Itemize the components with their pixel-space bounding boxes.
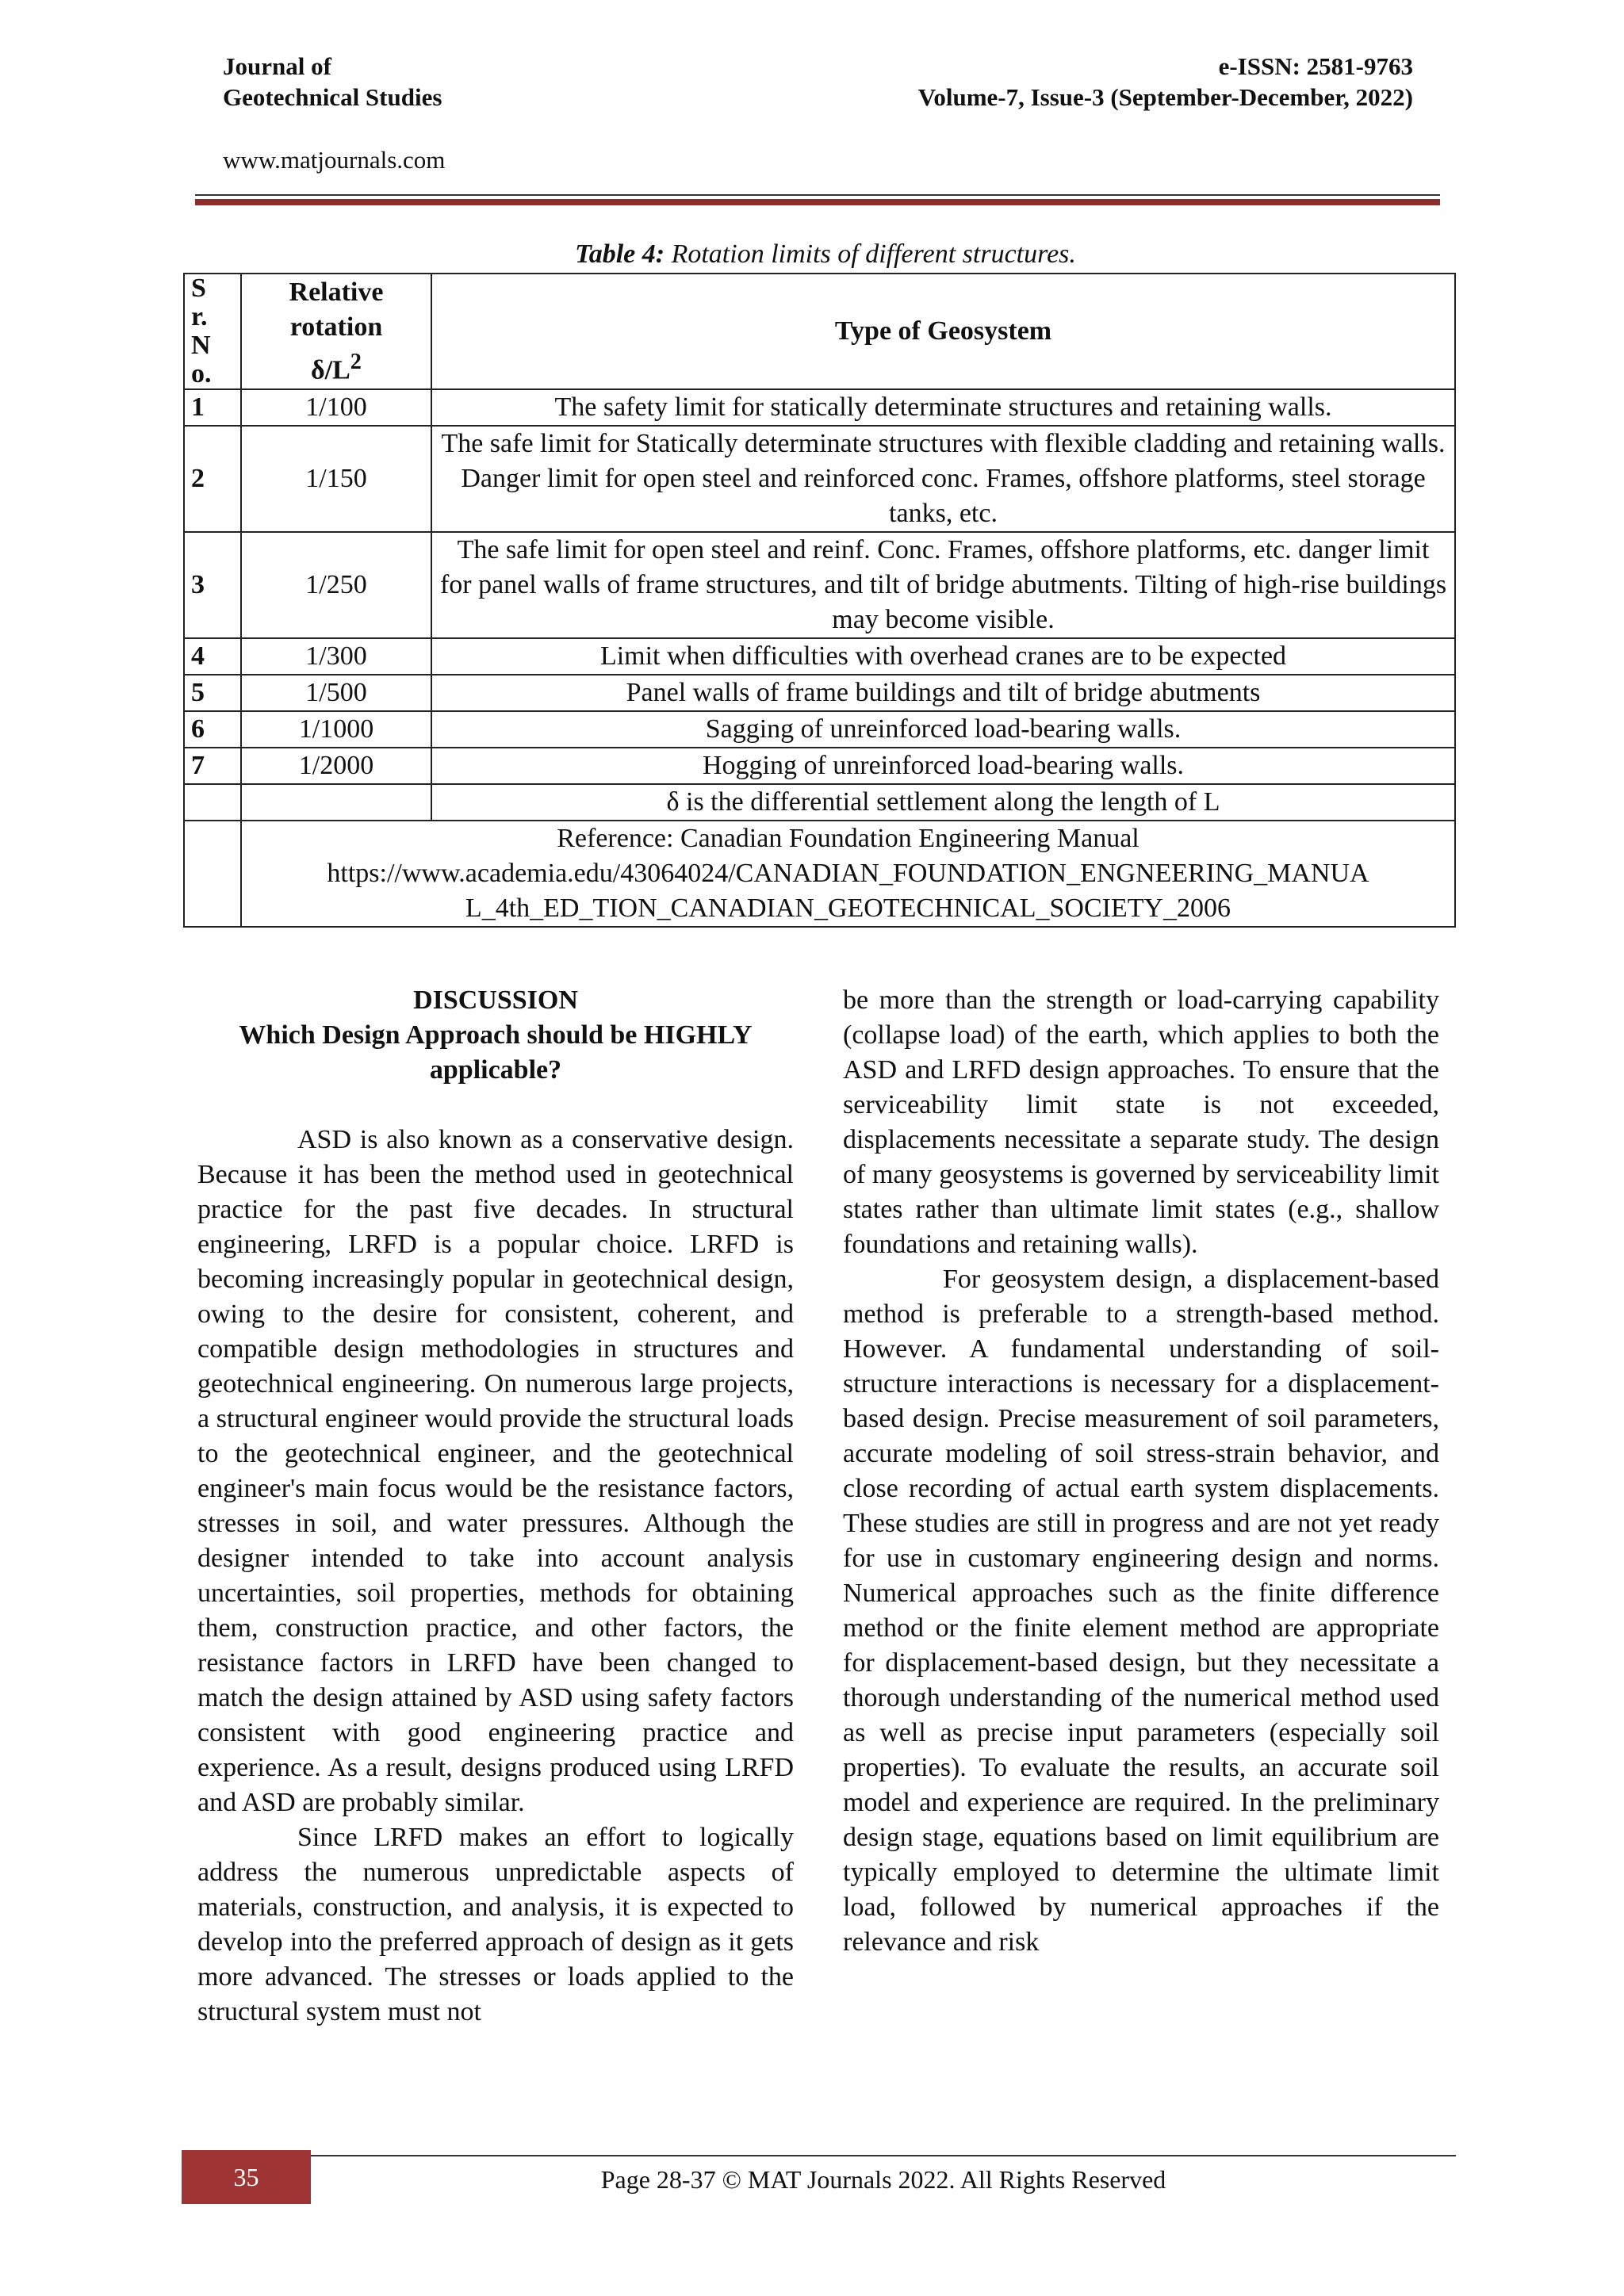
table-row — [184, 638, 1455, 675]
section-subheading: Which Design Approach should be HIGHLY applicable? — [239, 1020, 753, 1085]
table-header-row — [184, 274, 1455, 389]
website-link[interactable]: www.matjournals.com — [223, 146, 446, 174]
cell-sr: 3 — [184, 532, 241, 638]
footer-rule — [311, 2155, 1456, 2156]
header-rule-thin — [195, 194, 1440, 196]
cell-rotation: 1/1000 — [241, 711, 431, 748]
cell-rotation: 1/2000 — [241, 748, 431, 784]
paragraph: ASD is also known as a conservative design. Because it has been the method used in geotechnical practice for the past five decades. In structural engineering, LRFD is a popular choice. LRFD is becoming increasingly popular in geotechnical design, owing to the desire for consistent, coherent, and compatible design methodologies in structures and geotechnical engineering. On numerous large projects, a structural engineer would provide the structural loads to the geotechnical engineer, and the geotechnical engineer's main focus would be the resistance factors, stresses in soil, and water pressures. Although the designer intended to take into account analysis uncertainties, soil properties, methods for obtaining them, construction practice, and other factors, the resistance factors in LRFD have been changed to match the design attained by ASD using safety factors consistent with good engineering practice and experience. As a result, designs produced using LRFD and ASD are probably similar. — [197, 1125, 794, 1817]
paragraph: For geosystem design, a displacement-based method is preferable to a strength-based method. However. A fundamental understanding of soil-structure interactions is necessary for a displacement-based design. Precise measurement of soil parameters, accurate modeling of soil stress-strain behavior, and close recording of actual earth system displacements. These studies are still in progress and are not yet ready for use in customary engineering design and norms. Numerical approaches such as the finite difference method or the finite element method are appropriate for displacement-based design, but they necessitate a thorough understanding of the numerical method used as well as precise input parameters (especially soil properties). To evaluate the results, an accurate soil model and experience are required. In the preliminary design stage, equations based on limit equilibrium are typically employed to determine the ultimate limit load, followed by numerical approaches if the relevance and risk — [843, 1265, 1439, 1957]
journal-name — [223, 51, 442, 113]
left-column — [197, 983, 794, 2030]
table-reference-row — [184, 821, 1455, 927]
cell-type: Sagging of unreinforced load-bearing walls. — [431, 711, 1455, 748]
cell-type: Limit when difficulties with overhead cranes are to be expected — [431, 638, 1455, 675]
header-sr-line: r. — [191, 302, 208, 331]
cell-empty — [184, 821, 241, 927]
header-rotation-line — [248, 345, 424, 388]
header-rotation-sup: 2 — [350, 349, 362, 374]
cell-rotation: 1/250 — [241, 532, 431, 638]
paragraph: Since LRFD makes an effort to logically address the numerous unpredictable aspects of materials, construction, and analysis, it is expected to develop into the preferred approach of design as it gets more advanced. The stresses or loads applied to the structural system must not — [197, 1823, 794, 2026]
table-caption-label: Table 4: — [575, 239, 665, 269]
cell-sr: 6 — [184, 711, 241, 748]
table-row — [184, 532, 1455, 638]
table-row — [184, 389, 1455, 426]
header-relative-rotation — [241, 274, 431, 389]
cell-type: Panel walls of frame buildings and tilt of bridge abutments — [431, 675, 1455, 711]
journal-name-line1: Journal of — [223, 52, 331, 80]
table-row — [184, 711, 1455, 748]
table-row — [184, 748, 1455, 784]
header-rotation-symbol: δ/L — [311, 355, 350, 385]
cell-sr: 4 — [184, 638, 241, 675]
table-caption-text: Rotation limits of different structures. — [665, 239, 1076, 269]
section-heading: DISCUSSION — [413, 985, 578, 1015]
paragraph-continued: be more than the strength or load-carrying capability (collapse load) of the earth, which applies to both the ASD and LRFD design approaches. To ensure that the serviceability limit state is not exceeded, displacements necessitate a separate study. The design of many geosystems is governed by serviceability limit states rather than ultimate limit states (e.g., shallow foundations and retaining walls). — [843, 985, 1439, 1259]
header-sr-line: N — [191, 331, 211, 360]
cell-empty — [241, 784, 431, 821]
volume-issue: Volume-7, Issue-3 (September-December, 2022) — [917, 83, 1413, 111]
cell-sr: 7 — [184, 748, 241, 784]
reference-url[interactable]: https://www.academia.edu/43064024/CANADIAN_FOUNDATION_ENGNEERING_MANUA — [327, 859, 1369, 888]
header-rotation-line: Relative — [289, 277, 384, 307]
cell-rotation: 1/500 — [241, 675, 431, 711]
rotation-limits-table — [183, 273, 1456, 928]
cell-empty — [184, 784, 241, 821]
cell-type: The safety limit for statically determinate structures and retaining walls. — [431, 389, 1455, 426]
table-note-row — [184, 784, 1455, 821]
header-rotation-line: rotation — [289, 312, 383, 342]
header-sr-line: o. — [191, 359, 212, 388]
cell-sr: 5 — [184, 675, 241, 711]
header-sr-no — [184, 274, 241, 389]
page-number: 35 — [182, 2150, 311, 2204]
cell-sr: 2 — [184, 426, 241, 532]
cell-type: The safe limit for Statically determinate structures with flexible cladding and retaining walls. Danger limit for open steel and reinforced conc. Frames, offshore platforms, steel storage tanks, etc. — [431, 426, 1455, 532]
table-reference — [241, 821, 1455, 927]
header-sr-line: S — [191, 274, 206, 303]
reference-title: Reference: Canadian Foundation Engineering Manual — [557, 824, 1139, 853]
cell-sr: 1 — [184, 389, 241, 426]
header-type-of-geosystem: Type of Geosystem — [431, 274, 1455, 389]
journal-name-line2: Geotechnical Studies — [223, 83, 442, 111]
cell-rotation: 1/150 — [241, 426, 431, 532]
reference-url-cont[interactable]: L_4th_ED_TION_CANADIAN_GEOTECHNICAL_SOCIETY_2006 — [465, 894, 1231, 923]
table-row — [184, 675, 1455, 711]
issue-info — [918, 51, 1413, 113]
header-rule-thick — [195, 199, 1440, 205]
cell-type: The safe limit for open steel and reinf. Conc. Frames, offshore platforms, etc. danger limit for panel walls of frame structures, and tilt of bridge abutments. Tilting of high-rise buildings may become visible. — [431, 532, 1455, 638]
cell-rotation: 1/100 — [241, 389, 431, 426]
table-row — [184, 426, 1455, 532]
table-caption — [195, 239, 1456, 270]
cell-rotation: 1/300 — [241, 638, 431, 675]
table-note: δ is the differential settlement along the length of L — [431, 784, 1455, 821]
cell-type: Hogging of unreinforced load-bearing walls. — [431, 748, 1455, 784]
footer-copyright: Page 28-37 © MAT Journals 2022. All Rights Reserved — [600, 2165, 1166, 2194]
spacer — [197, 1088, 794, 1123]
right-column — [843, 983, 1439, 1960]
issn: e-ISSN: 2581-9763 — [1218, 52, 1413, 80]
